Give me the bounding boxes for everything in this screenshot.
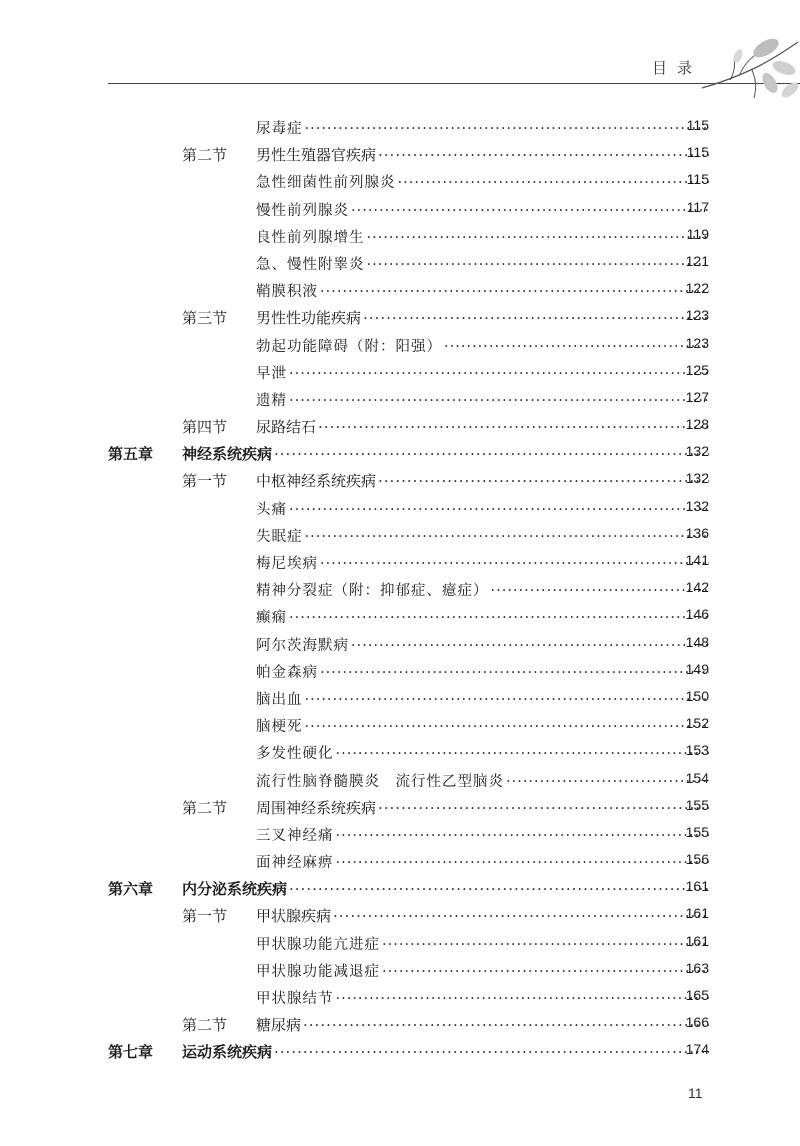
entry-title: 内分泌系统疾病 [182, 880, 288, 899]
dot-leader [506, 774, 709, 790]
entry-page-number: 161 [685, 878, 709, 895]
entry-page-number: 122 [685, 280, 709, 297]
toc-entry[interactable] [256, 199, 709, 220]
entry-page-number: 117 [686, 198, 709, 215]
dot-leader [305, 121, 710, 137]
toc-row [0, 794, 800, 821]
toc-row [0, 902, 800, 929]
entry-title: 甲状腺疾病 [256, 907, 332, 926]
toc-entry[interactable] [256, 933, 709, 954]
dot-leader [320, 665, 709, 681]
entry-page-number: 123 [685, 307, 709, 324]
dot-leader [318, 418, 709, 436]
entry-page-number: 119 [686, 225, 709, 242]
entry-title: 多发性硬化 [256, 746, 334, 763]
toc-entry[interactable] [256, 144, 709, 165]
entry-title: 头痛 [256, 501, 287, 518]
entry-page-number: 146 [685, 606, 709, 623]
toc-row [0, 467, 800, 494]
entry-page-number: 132 [685, 497, 709, 514]
toc-row [0, 549, 800, 576]
toc-row [0, 603, 800, 630]
section-number: 第二节 [182, 798, 228, 817]
entry-page-number: 155 [685, 823, 709, 840]
toc-entry[interactable] [256, 253, 709, 274]
toc-entry[interactable] [256, 606, 709, 627]
entry-title: 帕金森病 [256, 664, 318, 681]
entry-title: 鞘膜积液 [256, 284, 318, 301]
toc-row [0, 875, 800, 902]
entry-page-number: 132 [685, 470, 709, 487]
entry-title: 慢性前列腺炎 [256, 202, 349, 219]
toc-entry[interactable] [256, 416, 709, 437]
toc-row [0, 250, 800, 277]
entry-title: 中枢神经系统疾病 [256, 472, 377, 491]
toc-row [0, 821, 800, 848]
branch-leaf-decoration-icon [700, 28, 800, 108]
toc-row [0, 304, 800, 331]
toc-row [0, 196, 800, 223]
toc-row [0, 114, 800, 141]
toc-row [0, 930, 800, 957]
toc-row [0, 386, 800, 413]
dot-leader [320, 284, 709, 300]
toc-entry[interactable] [256, 987, 709, 1008]
toc-entry[interactable] [256, 1014, 709, 1035]
entry-page-number: 149 [685, 660, 709, 677]
dot-leader [351, 203, 709, 219]
toc-entry[interactable] [256, 389, 709, 410]
entry-title: 甲状腺功能减退症 [256, 963, 380, 980]
dot-leader [336, 991, 710, 1007]
section-number: 第一节 [182, 472, 228, 491]
toc-row [0, 631, 800, 658]
toc-entry[interactable] [256, 470, 709, 491]
toc-row [0, 141, 800, 168]
entry-page-number: 156 [685, 851, 709, 868]
entry-page-number: 132 [685, 443, 709, 460]
dot-leader [382, 937, 709, 953]
dot-leader [351, 638, 709, 654]
dot-leader [289, 610, 709, 626]
entry-page-number: 115 [686, 171, 709, 188]
entry-title: 周围神经系统疾病 [256, 798, 377, 817]
toc-row [0, 1011, 800, 1038]
toc-entry[interactable] [182, 443, 709, 464]
dot-leader [378, 472, 709, 490]
toc-entry[interactable] [256, 280, 709, 301]
entry-title: 失眠症 [256, 528, 303, 545]
toc-row [0, 277, 800, 304]
toc-row [0, 223, 800, 250]
toc-entry[interactable] [256, 335, 709, 356]
entry-title: 急、慢性附睾炎 [256, 256, 365, 273]
toc-entry[interactable] [256, 117, 709, 138]
toc-row [0, 712, 800, 739]
header-rule [108, 83, 800, 84]
entry-title: 尿路结石 [256, 418, 317, 437]
section-number: 第四节 [182, 418, 228, 437]
entry-page-number: 155 [685, 796, 709, 813]
dot-leader [378, 796, 709, 817]
entry-page-number: 174 [685, 1041, 709, 1058]
dot-leader [274, 1043, 709, 1061]
dot-leader [274, 445, 709, 463]
dot-leader [333, 907, 709, 925]
entry-title: 阿尔茨海默病 [256, 637, 349, 654]
entry-title: 早泄 [256, 365, 287, 382]
entry-page-number: 163 [685, 959, 709, 976]
entry-title: 遗精 [256, 392, 287, 409]
toc-entry[interactable] [256, 634, 709, 655]
entry-title: 甲状腺结节 [256, 991, 334, 1007]
entry-page-number: 136 [685, 524, 709, 541]
entry-page-number: 161 [685, 905, 709, 922]
dot-leader [367, 257, 710, 273]
toc-row [0, 332, 800, 359]
toc-row [0, 440, 800, 467]
dot-leader [320, 556, 709, 572]
entry-title: 梅尼埃病 [256, 556, 318, 572]
toc-entry[interactable] [256, 525, 709, 546]
toc-entry[interactable] [256, 742, 709, 763]
dot-leader [303, 1016, 709, 1034]
dot-leader [305, 529, 710, 545]
dot-leader [289, 502, 709, 518]
entry-page-number: 115 [686, 144, 709, 161]
section-number: 第二节 [182, 146, 228, 165]
entry-page-number: 127 [685, 388, 709, 405]
chapter-number: 第六章 [108, 880, 154, 899]
toc-row [0, 984, 800, 1011]
page-header-title: 目录 [652, 59, 703, 77]
toc-entry[interactable] [256, 715, 709, 736]
toc-row [0, 848, 800, 875]
toc-entry[interactable] [256, 770, 709, 791]
entry-page-number: 125 [685, 361, 709, 378]
entry-title: 神经系统疾病 [182, 445, 273, 464]
entry-title: 精神分裂症（附：抑郁症、癔症） [256, 583, 489, 600]
toc-entry[interactable] [256, 307, 709, 328]
entry-title: 男性生殖器官疾病 [256, 146, 377, 165]
toc-entry[interactable] [182, 878, 709, 899]
entry-page-number: 166 [685, 1014, 709, 1031]
entry-title: 脑出血 [256, 691, 303, 708]
section-number: 第三节 [182, 309, 228, 328]
toc-row [0, 495, 800, 522]
entry-page-number: 161 [685, 932, 709, 949]
chapter-number: 第五章 [108, 445, 154, 464]
entry-page-number: 150 [685, 687, 709, 704]
entry-page-number: 141 [685, 552, 709, 568]
toc-entry[interactable] [256, 824, 709, 845]
toc-row [0, 576, 800, 603]
entry-title: 勃起功能障碍（附：阳强） [256, 338, 442, 355]
toc-entry[interactable] [182, 1041, 709, 1062]
toc-entry[interactable] [256, 171, 709, 192]
entry-page-number: 121 [685, 252, 709, 269]
entry-title: 糖尿病 [256, 1016, 302, 1035]
dot-leader [382, 964, 709, 980]
dot-leader [305, 719, 710, 735]
toc-entry[interactable] [256, 661, 709, 682]
toc-entry[interactable] [256, 688, 709, 709]
entry-page-number: 152 [685, 715, 709, 732]
toc-entry[interactable] [256, 960, 709, 981]
toc-row [0, 767, 800, 794]
toc-row [0, 685, 800, 712]
entry-page-number: 148 [685, 633, 709, 650]
toc-entry[interactable] [256, 579, 709, 600]
entry-title: 三叉神经痛 [256, 827, 334, 844]
entry-title: 面神经麻痹 [256, 855, 334, 872]
dot-leader [363, 309, 709, 327]
dot-leader [289, 880, 709, 898]
toc-row [0, 739, 800, 766]
toc-entry[interactable] [256, 797, 709, 818]
entry-page-number: 123 [685, 334, 709, 351]
toc-row [0, 1038, 800, 1065]
dot-leader [444, 339, 709, 355]
entry-page-number: 115 [686, 117, 709, 133]
table-of-contents [0, 114, 800, 1066]
toc-row [0, 168, 800, 195]
entry-title: 良性前列腺增生 [256, 229, 365, 246]
dot-leader [367, 230, 710, 246]
dot-leader [289, 366, 709, 382]
toc-row [0, 658, 800, 685]
toc-entry[interactable] [256, 851, 709, 872]
entry-page-number: 165 [685, 987, 709, 1003]
entry-page-number: 154 [685, 769, 709, 786]
page-number: 11 [688, 1085, 703, 1101]
dot-leader [378, 146, 709, 164]
entry-title: 流行性脑脊髓膜炎 流行性乙型脑炎 [256, 773, 504, 790]
toc-entry[interactable] [256, 498, 709, 519]
entry-title: 运动系统疾病 [182, 1043, 273, 1062]
entry-page-number: 153 [685, 742, 709, 759]
entry-page-number: 128 [685, 416, 709, 433]
toc-row [0, 522, 800, 549]
entry-title: 男性性功能疾病 [256, 309, 362, 328]
toc-entry[interactable] [256, 905, 709, 926]
toc-row [0, 413, 800, 440]
dot-leader [289, 393, 709, 409]
section-number: 第一节 [182, 907, 228, 926]
toc-entry[interactable] [256, 362, 709, 383]
dot-leader [305, 692, 710, 708]
entry-title: 急性细菌性前列腺炎 [256, 175, 396, 192]
entry-title: 甲状腺功能亢进症 [256, 936, 380, 953]
entry-page-number: 142 [685, 579, 709, 596]
entry-title: 脑梗死 [256, 719, 303, 736]
entry-title: 尿毒症 [256, 121, 303, 137]
chapter-number: 第七章 [108, 1043, 154, 1062]
entry-title: 癫痫 [256, 610, 287, 627]
toc-entry[interactable] [256, 226, 709, 247]
toc-entry[interactable] [256, 552, 709, 573]
dot-leader [398, 175, 710, 191]
toc-row [0, 359, 800, 386]
dot-leader [336, 828, 710, 844]
toc-row [0, 957, 800, 984]
dot-leader [336, 746, 710, 762]
section-number: 第二节 [182, 1016, 228, 1035]
dot-leader [491, 583, 710, 599]
dot-leader [336, 855, 710, 871]
